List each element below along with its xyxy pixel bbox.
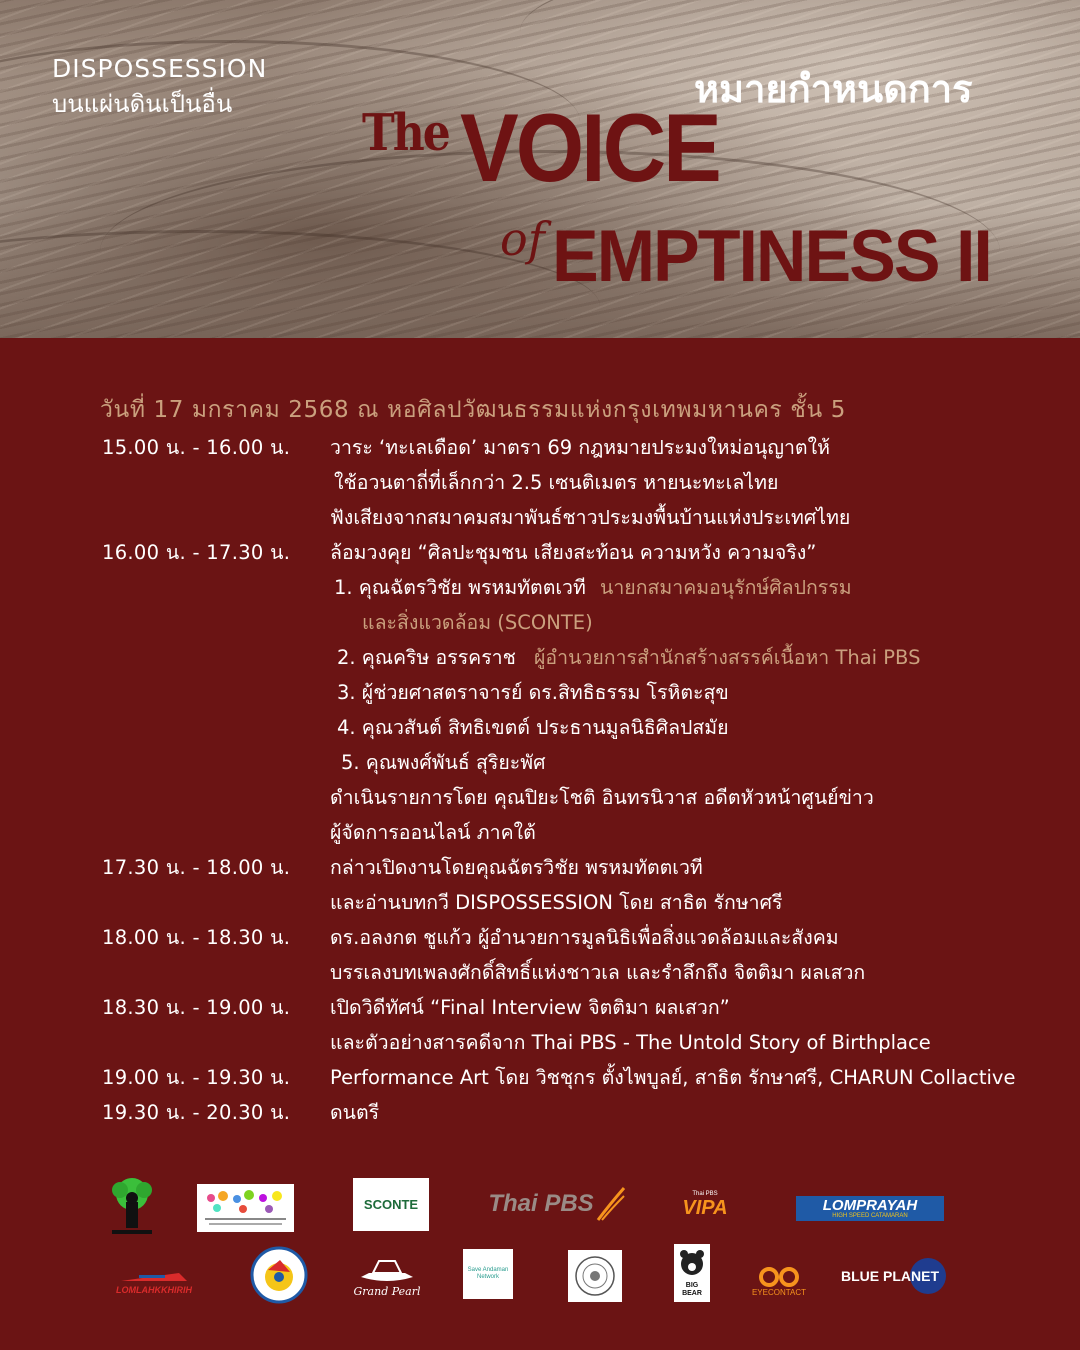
speaker-role: ผู้อำนวยการสำนักสร้างสรรค์เนื้อหา Thai PBS [534,646,921,669]
grand-pearl-logo: Grand Pearl [352,1250,422,1302]
save-andaman-logo: Save Andaman Network [463,1249,513,1299]
thai-pbs-logo: Thai PBS [486,1182,628,1226]
schedule-time: 18.00 น. - 18.30 น. [102,926,291,949]
schedule-text: Performance Art โดย วิชชุกร ตั้งไพบูลย์, สาธิต รักษาศรี, CHARUN Collactive [330,1066,1016,1089]
title-the: The [362,104,449,163]
bacc-logo [197,1184,294,1232]
schedule-text: บรรเลงบทเพลงศักดิ์สิทธิ์แห่งชาวเล และรำลึกถึง จิตติมา ผลเสวก [330,961,866,984]
schedule-row [0,852,1080,887]
big-bear-logo: BIG BEAR [674,1244,710,1302]
speaker-name: 3. ผู้ช่วยศาสตราจารย์ ดร.สิทธิธรรม โรหิตะสุข [337,681,729,704]
vipa-logo: Thai PBS VIPA [682,1190,728,1219]
schedule-row [0,992,1080,1027]
panel-speaker [0,607,1080,642]
schedule-row [0,537,1080,572]
moderator-text: ผู้จัดการออนไลน์ ภาคใต้ [330,821,536,844]
moderator-text: ดำเนินรายการโดย คุณปิยะโชติ อินทรนิวาส อดีตหัวหน้าศูนย์ข่าว [330,786,874,809]
panel-speaker [0,642,1080,677]
eyecontact-logo: EYECONTACT [748,1260,810,1302]
title-voice: VOICE [460,93,719,202]
schedule-time: 17.30 น. - 18.00 น. [102,856,291,879]
schedule-time: 16.00 น. - 17.30 น. [102,541,291,564]
panel-speaker [0,747,1080,782]
sponsor-logos [0,1170,1080,1320]
speaker-name: 5. คุณพงศ์พันธ์ สุริยะพัศ [341,751,546,774]
brand-thai: บนแผ่นดินเป็นอื่น [52,90,233,118]
schedule-text: ใช้อวนตาถี่ที่เล็กกว่า 2.5 เซนติเมตร หายนะทะเลไทย [334,471,779,494]
schedule-text: ดนตรี [330,1101,380,1124]
speaker-name: 4. คุณวสันต์ สิทธิเขตต์ ประธานมูลนิธิศิลปสมัย [337,716,729,739]
event-date-venue: วันที่ 17 มกราคม 2568 ณ หอศิลปวัฒนธรรมแห่งกรุงเทพมหานคร ชั้น 5 [100,397,846,423]
tree-figure-logo [104,1176,160,1238]
sconte-logo: SCONTE [353,1178,429,1231]
club-emblem-logo [250,1246,308,1304]
seal-logo [568,1250,622,1302]
title-emptiness: EMPTINESS II [552,215,991,297]
moderator [0,817,1080,852]
schedule-text: กล่าวเปิดงานโดยคุณฉัตรวิชัย พรหมทัตตเวที [330,856,703,879]
schedule-row [0,887,1080,922]
panel-speaker [0,712,1080,747]
schedule-time: 19.00 น. - 19.30 น. [102,1066,291,1089]
schedule-row [0,957,1080,992]
moderator [0,782,1080,817]
schedule-row [0,502,1080,537]
schedule-text: และอ่านบทกวี DISPOSSESSION โดย สาธิต รักษาศรี [330,891,783,914]
header-photo [0,0,1080,338]
panel-speaker [0,572,1080,607]
schedule-text: วาระ ‘ทะเลเดือด’ มาตรา 69 กฎหมายประมงใหม่อนุญาตให้ [330,436,830,459]
schedule-time: 19.30 น. - 20.30 น. [102,1101,291,1124]
schedule-row [0,1097,1080,1132]
schedule-text: ดร.อลงกต ชูแก้ว ผู้อำนวยการมูลนิธิเพื่อสิ่งแวดล้อมและสังคม [330,926,839,949]
blue-planet-logo: BLUE PLANET [832,1250,948,1302]
speaker-role: นายกสมาคมอนุรักษ์ศิลปกรรม [600,576,852,599]
schedule-row [0,922,1080,957]
schedule-row [0,1062,1080,1097]
lomlahkkhirih-logo: LOMLAHKKHIRIH [106,1264,202,1300]
speaker-name: 1. คุณฉัตรวิชัย พรหมทัตตเวที [334,576,586,599]
brand-english: DISPOSSESSION [52,54,268,83]
schedule-text: เปิดวิดีทัศน์ “Final Interview จิตติมา ผลเสวก” [330,996,730,1019]
schedule-text: ล้อมวงคุย “ศิลปะชุมชน เสียงสะท้อน ความหวัง ความจริง” [330,541,817,564]
schedule-text: ฟังเสียงจากสมาคมสมาพันธ์ชาวประมงพื้นบ้านแห่งประเทศไทย [330,506,851,529]
schedule-time: 15.00 น. - 16.00 น. [102,436,291,459]
speaker-name: 2. คุณคริษ อรรคราช [337,646,516,669]
schedule-heading: หมายกำหนดการ [694,67,973,111]
schedule-time: 18.30 น. - 19.00 น. [102,996,291,1019]
panel-speaker [0,677,1080,712]
schedule-row [0,467,1080,502]
schedule-row [0,432,1080,467]
speaker-role: และสิ่งแวดล้อม (SCONTE) [362,611,593,634]
schedule-row [0,1027,1080,1062]
lomprayah-logo: LOMPRAYAH HIGH SPEED CATAMARAN [796,1196,944,1221]
title-of: of [500,212,545,266]
schedule-text: และตัวอย่างสารคดีจาก Thai PBS - The Untold Story of Birthplace [330,1031,931,1054]
